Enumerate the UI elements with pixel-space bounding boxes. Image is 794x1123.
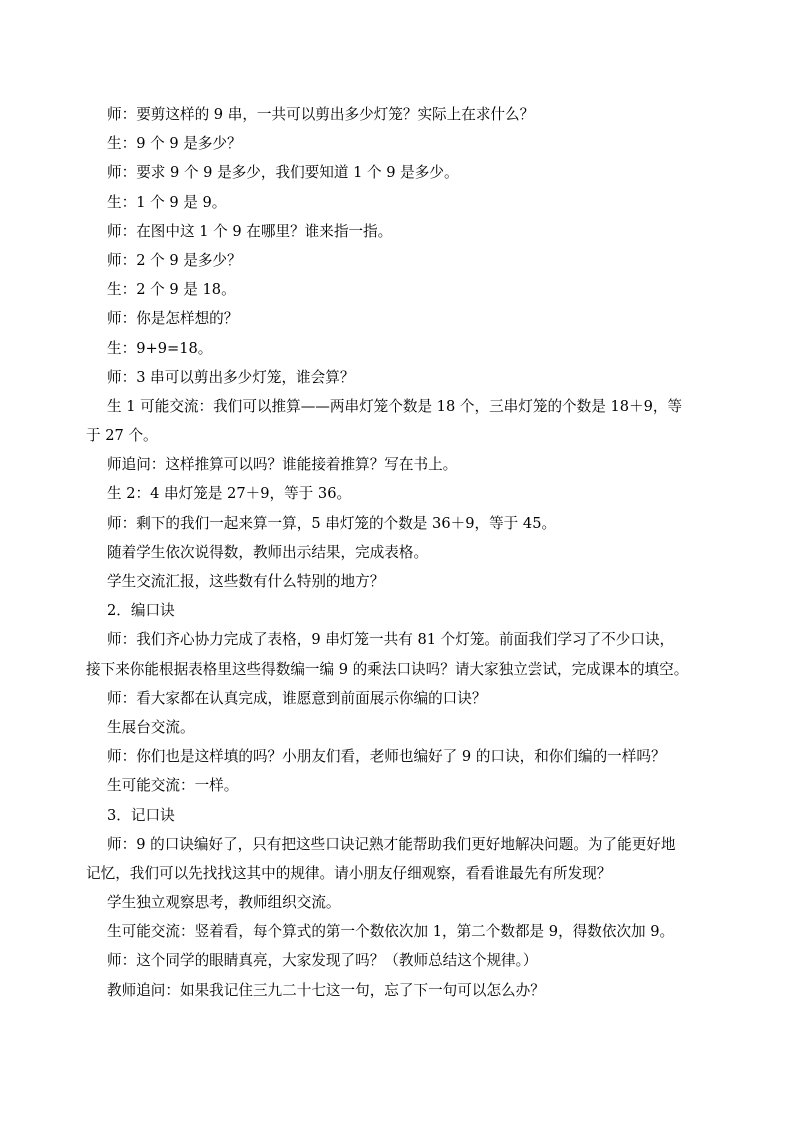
paragraph-line: 师：要剪这样的 9 串，一共可以剪出多少灯笼？实际上在求什么？ (107, 106, 535, 123)
document-body (86, 100, 726, 1005)
paragraph-line: 师：看大家都在认真完成，谁愿意到前面展示你编的口诀？ (107, 689, 487, 707)
paragraph-line: 接下来你能根据表格里这些得数编一编 9 的乘法口诀吗？请大家独立尝试，完成课本的填空。 (86, 660, 689, 678)
paragraph-line: 师：我们齐心协力完成了表格，9 串灯笼一共有 81 个灯笼。前面我们学习了不少口诀， (107, 631, 675, 649)
section-heading: 2．编口诀 (107, 602, 175, 620)
paragraph-line: 生：9+9=18。 (107, 339, 213, 357)
paragraph-line: 生展台交流。 (107, 718, 195, 736)
paragraph-line: 随着学生依次说得数，教师出示结果，完成表格。 (107, 543, 429, 561)
paragraph-line: 师：你是怎样想的？ (107, 310, 239, 328)
section-heading: 3．记口诀 (107, 806, 175, 824)
paragraph-line: 生可能交流：竖着看，每个算式的第一个数依次加 1，第二个数都是 9，得数依次加 9。 (107, 923, 675, 941)
paragraph-line: 师：你们也是这样填的吗？小朋友们看，老师也编好了 9 的口诀，和你们编的一样吗？ (107, 748, 666, 766)
paragraph-line: 教师追问：如果我记住三九二十七这一句，忘了下一句可以怎么办？ (107, 981, 545, 999)
paragraph-line: 师：这个同学的眼睛真亮，大家发现了吗？（教师总结这个规律。） (107, 952, 538, 970)
paragraph-line: 生 2：4 串灯笼是 27＋9，等于 36。 (107, 485, 352, 503)
paragraph-line: 生：2 个 9 是 18。 (107, 281, 236, 299)
paragraph-line: 生可能交流：一样。 (107, 777, 239, 795)
paragraph-line: 师：在图中这 1 个 9 在哪里？谁来指一指。 (107, 222, 393, 240)
paragraph-line: 师：9 的口诀编好了，只有把这些口诀记熟才能帮助我们更好地解决问题。为了能更好地 (107, 835, 676, 853)
paragraph-line: 生 1 可能交流：我们可以推算——两串灯笼个数是 18 个，三串灯笼的个数是 18＋9，等 (107, 397, 683, 415)
paragraph-line: 师：3 串可以剪出多少灯笼，谁会算？ (107, 368, 355, 386)
paragraph-line: 学生交流汇报，这些数有什么特别的地方？ (107, 573, 385, 590)
paragraph-line: 生：1 个 9 是 9。 (107, 193, 227, 211)
paragraph-line: 记忆，我们可以先找找这其中的规律。请小朋友仔细观察，看看谁最先有所发现？ (86, 864, 612, 882)
paragraph-line: 师：2 个 9 是多少？ (107, 251, 242, 269)
paragraph-line: 于 27 个。 (86, 427, 158, 445)
paragraph-line: 师追问：这样推算可以吗？谁能接着推算？写在书上。 (107, 456, 458, 474)
paragraph-line: 学生独立观察思考，教师组织交流。 (107, 894, 341, 912)
paragraph-line: 师：要求 9 个 9 是多少，我们要知道 1 个 9 是多少。 (107, 164, 459, 182)
paragraph-line: 师：剩下的我们一起来算一算，5 串灯笼的个数是 36＋9，等于 45。 (107, 514, 557, 532)
paragraph-line: 生：9 个 9 是多少？ (107, 135, 242, 153)
